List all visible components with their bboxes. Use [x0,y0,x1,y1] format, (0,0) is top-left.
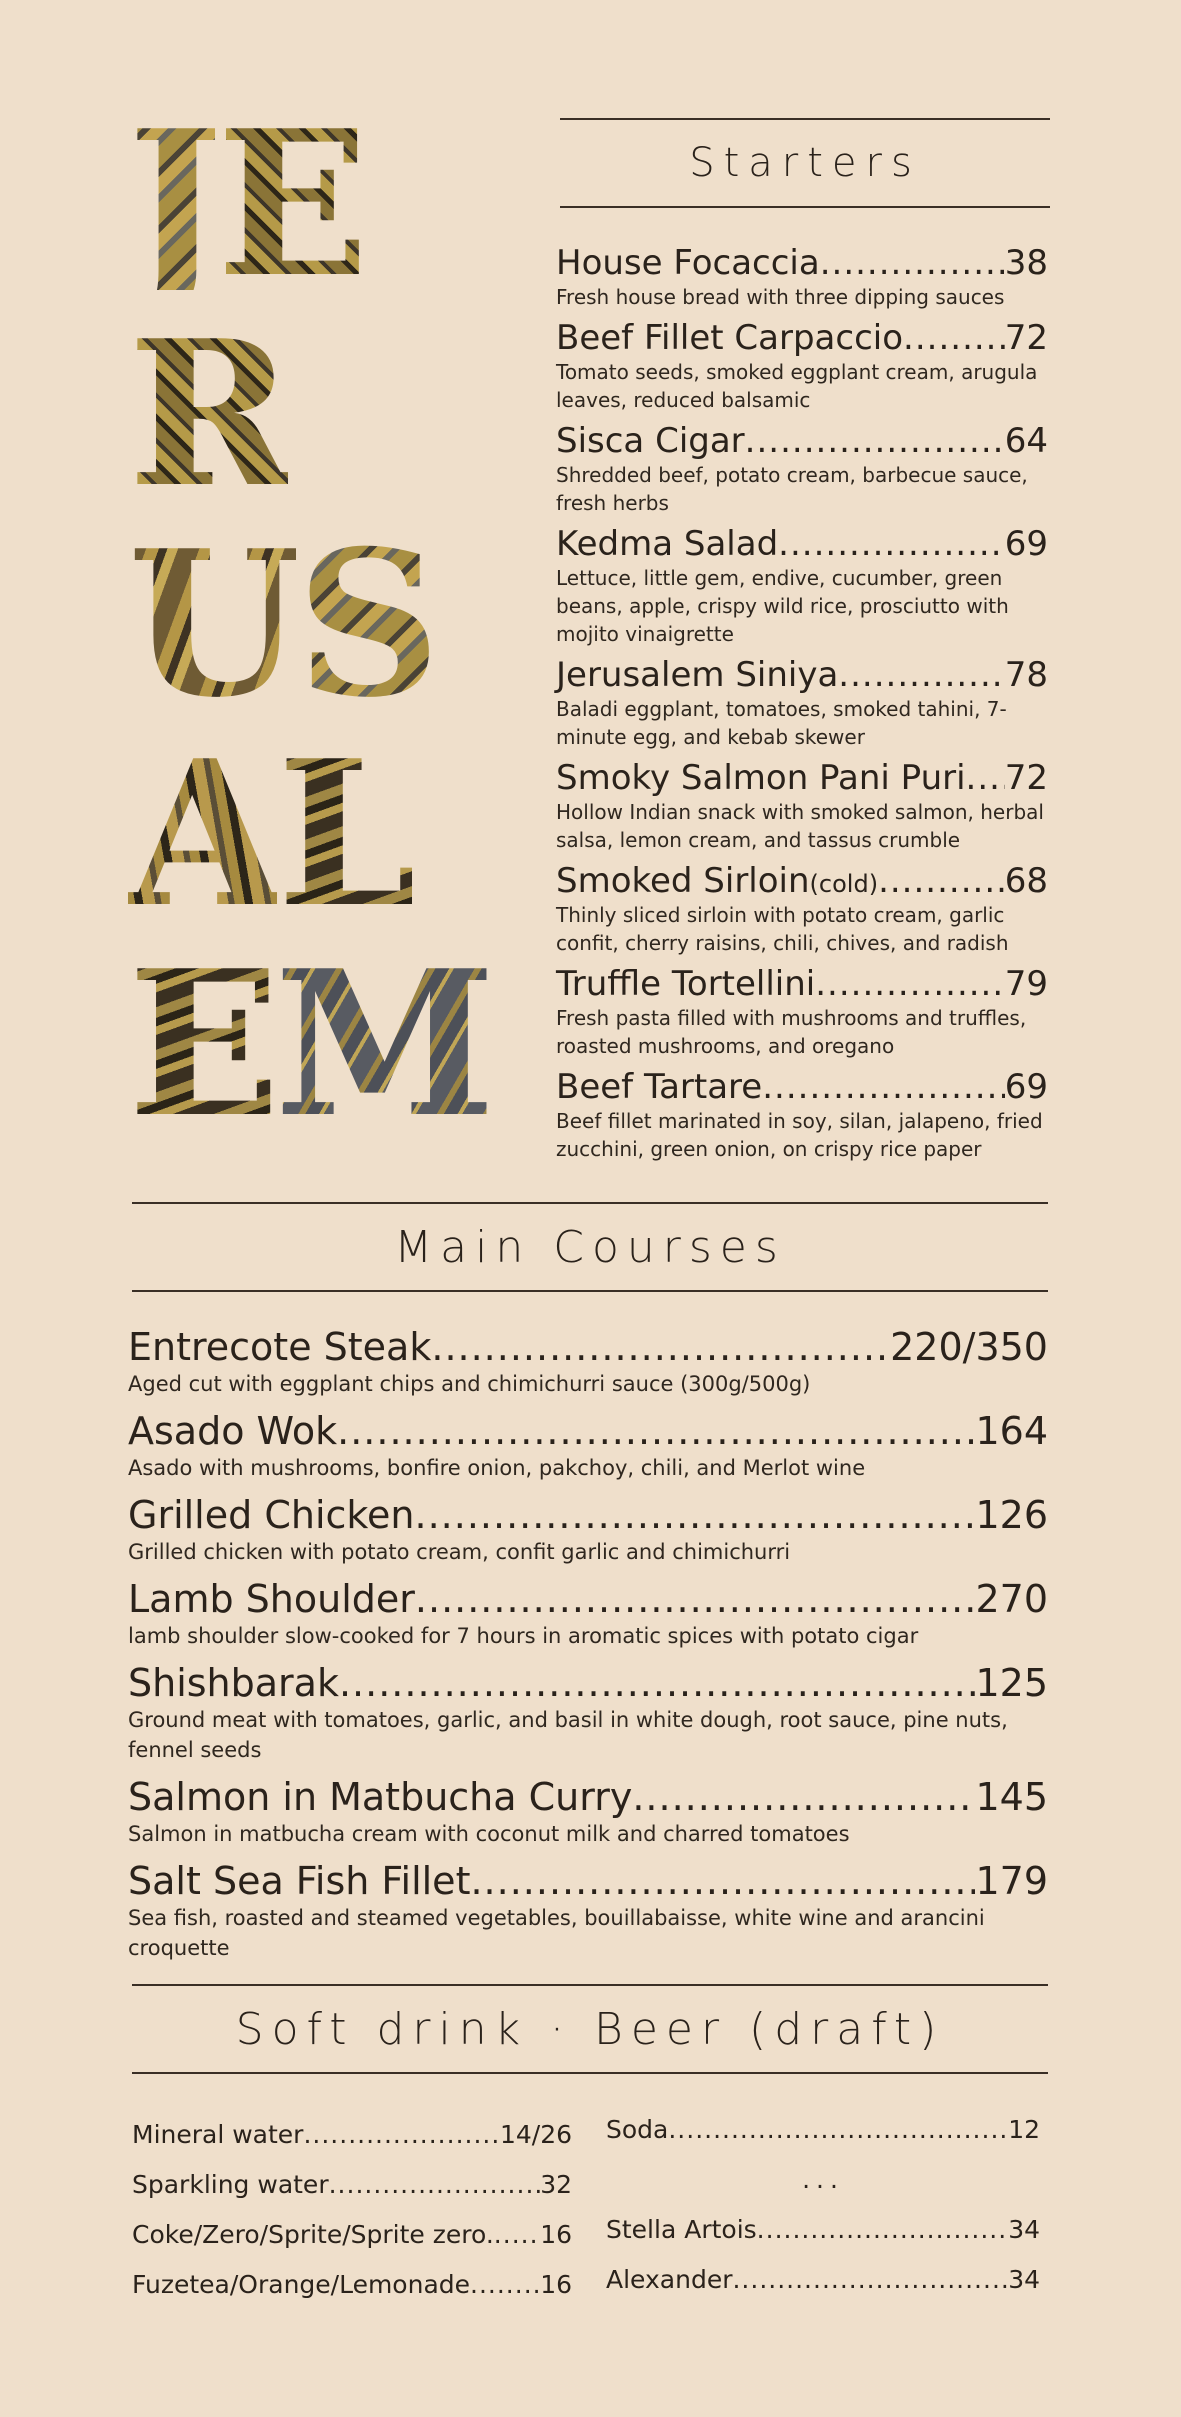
item-name: Shishbarak [128,1661,339,1705]
drink-name: Alexander [606,2265,733,2294]
item-price: 220/350 [890,1325,1048,1369]
leader-dots [339,1661,976,1705]
title-letter: E [128,927,275,1162]
item-description: Baladi eggplant, tomatoes, smoked tahini, 7-minute egg, and kebab skewer [556,697,1007,749]
leader-dots [762,1067,1005,1107]
item-price: 164 [975,1409,1048,1453]
item-name: Truffle Tortellini [556,964,816,1004]
drink-item [606,2205,1040,2255]
item-price: 125 [975,1661,1048,1705]
menu-item [128,1661,1048,1765]
item-price: 38 [1004,243,1048,283]
title-row-4 [128,717,528,952]
leader-dots [470,1859,975,1903]
menu-item [128,1577,1048,1651]
leader-dots [337,1409,975,1453]
item-name: Salt Sea Fish Fillet [128,1859,471,1903]
item-price: 78 [1004,655,1048,695]
item-price: 69 [1004,1067,1048,1107]
menu-item [556,524,1048,648]
menu-item [128,1859,1048,1963]
title-row-1 [128,87,528,322]
drink-price: 32 [540,2170,572,2199]
title-letter: J [128,87,217,322]
menu-item [556,655,1048,751]
item-description: lamb shoulder slow-cooked for 7 hours in aromatic spices with potato cigar [128,1624,919,1648]
leader-dots [732,2255,1008,2305]
drink-name: Coke/Zero/Sprite/Sprite zero. [132,2220,494,2249]
menu-item [556,243,1048,311]
item-description: Fresh pasta filled with mushrooms and truffles, roasted mushrooms, and oregano [556,1006,1027,1058]
item-description: Hollow Indian snack with smoked salmon, herbal salsa, lemon cream, and tassus crumble [556,800,1044,852]
item-name: Sisca Cigar [556,421,745,461]
leader-dots [470,2260,540,2310]
menu-item [556,758,1048,854]
drink-item [606,2105,1040,2155]
leader-dots [494,2210,540,2260]
item-price: 64 [1004,421,1048,461]
menu-item [556,1067,1048,1163]
drink-item [132,2260,572,2310]
item-name: Asado Wok [128,1409,338,1453]
title-row-5 [128,927,528,1162]
menu-item [556,964,1048,1060]
title-letter: E [216,87,364,322]
drink-name: Fuzetea/Orange/Lemonade [132,2270,471,2299]
item-description: Shredded beef, potato cream, barbecue sauce, fresh herbs [556,463,1028,515]
item-description: Thinly sliced sirloin with potato cream, garlic confit, cherry raisins, chili, chives, and radish [556,903,1009,955]
item-price: 69 [1004,524,1048,564]
item-name: Grilled Chicken [128,1493,415,1537]
main-courses-heading: Main Courses [132,1202,1048,1292]
item-name: Lamb Shoulder [128,1577,415,1621]
leader-dots [632,1775,975,1819]
item-description: Tomato seeds, smoked eggplant cream, arugula leaves, reduced balsamic [556,360,1038,412]
drink-price: 16 [540,2270,572,2299]
leader-dots [778,524,1005,564]
item-name: Entrecote Steak [128,1325,432,1369]
drink-name: Stella Artois [606,2215,757,2244]
title-letter: L [277,717,412,952]
menu-item [128,1325,1048,1399]
item-description: Lettuce, little gem, endive, cucumber, green beans, apple, crispy wild rice, prosciutto with mojito vinaigrette [556,566,1009,646]
leader-dots [745,421,1005,461]
drink-price: 16 [540,2220,572,2249]
item-price: 79 [1004,964,1048,1004]
item-name: Beef Fillet Carpaccio [556,318,904,358]
drink-price: 12 [1008,2115,1040,2144]
item-name: Kedma Salad [556,524,779,564]
item-description: Sea fish, roasted and steamed vegetables, bouillabaisse, white wine and arancini croquette [128,1906,985,1960]
leader-dots [431,1325,890,1369]
title-letter: A [128,717,278,952]
drink-price: 34 [1008,2265,1040,2294]
item-name: Beef Tartare [556,1067,763,1107]
item-description: Grilled chicken with potato cream, confit garlic and chimichurri [128,1540,791,1564]
title-letter: R [128,297,289,532]
item-description: Aged cut with eggplant chips and chimichurri sauce (300g/500g) [128,1372,811,1396]
leader-dots [757,2205,1009,2255]
menu-item [556,318,1048,414]
leader-dots [815,964,1004,1004]
drink-item [132,2110,572,2160]
item-name: House Focaccia [556,243,820,283]
item-price: 145 [975,1775,1048,1819]
title-row-3 [128,507,528,742]
item-name: Smoked Sirloin [556,861,810,901]
drinks-list-left [132,2110,572,2310]
item-price: 179 [975,1859,1048,1903]
leader-dots [329,2160,541,2210]
item-description: Ground meat with tomatoes, garlic, and basil in white dough, root sauce, pine nuts, fennel seeds [128,1708,1008,1762]
item-name: Smoky Salmon Pani Puri [556,758,966,798]
item-description: Salmon in matbucha cream with coconut milk and charred tomatoes [128,1822,850,1846]
item-price: 270 [975,1577,1048,1621]
drink-item [132,2210,572,2260]
drink-name: Sparkling water [132,2170,329,2199]
item-description: Asado with mushrooms, bonfire onion, pakchoy, chili, and Merlot wine [128,1456,866,1480]
title-letter: M [274,927,490,1162]
leader-dots [668,2105,1008,2155]
title-row-2 [128,297,528,532]
drinks-heading: Soft drink · Beer (draft) [132,1984,1048,2074]
menu-item [128,1409,1048,1483]
menu-item [128,1493,1048,1567]
title-letter: S [296,507,435,742]
drink-separator: ... [802,2165,844,2194]
menu-item [556,861,1048,957]
item-note: (cold) [809,870,879,898]
item-price: 72 [1004,758,1048,798]
restaurant-title-graphic [128,87,528,1170]
drink-item [132,2160,572,2210]
leader-dots [838,655,1004,695]
leader-dots [878,861,1005,901]
leader-dots [903,318,1005,358]
item-price: 68 [1004,861,1048,901]
drink-price: 14/26 [499,2120,572,2149]
main-courses-list [128,1325,1048,1973]
menu-item [556,421,1048,517]
starters-list [556,243,1048,1170]
leader-dots [966,758,1005,798]
leader-dots [303,2110,499,2160]
drink-price: 34 [1008,2215,1040,2244]
drink-name: Soda [606,2115,669,2144]
title-letter: U [128,507,297,742]
menu-item [128,1775,1048,1849]
leader-dots [415,1577,976,1621]
item-name: Jerusalem Siniya [556,655,839,695]
item-description: Beef fillet marinated in soy, silan, jalapeno, fried zucchini, green onion, on crispy rice paper [556,1109,1043,1161]
drink-item [606,2255,1040,2305]
item-description: Fresh house bread with three dipping sauces [556,285,1005,309]
item-name: Salmon in Matbucha Curry [128,1775,633,1819]
drink-name: Mineral water [132,2120,304,2149]
leader-dots [415,1493,976,1537]
leader-dots [820,243,1005,283]
drinks-list-right [606,2105,1040,2305]
item-price: 126 [975,1493,1048,1537]
item-price: 72 [1004,318,1048,358]
starters-heading: Starters [560,118,1050,208]
